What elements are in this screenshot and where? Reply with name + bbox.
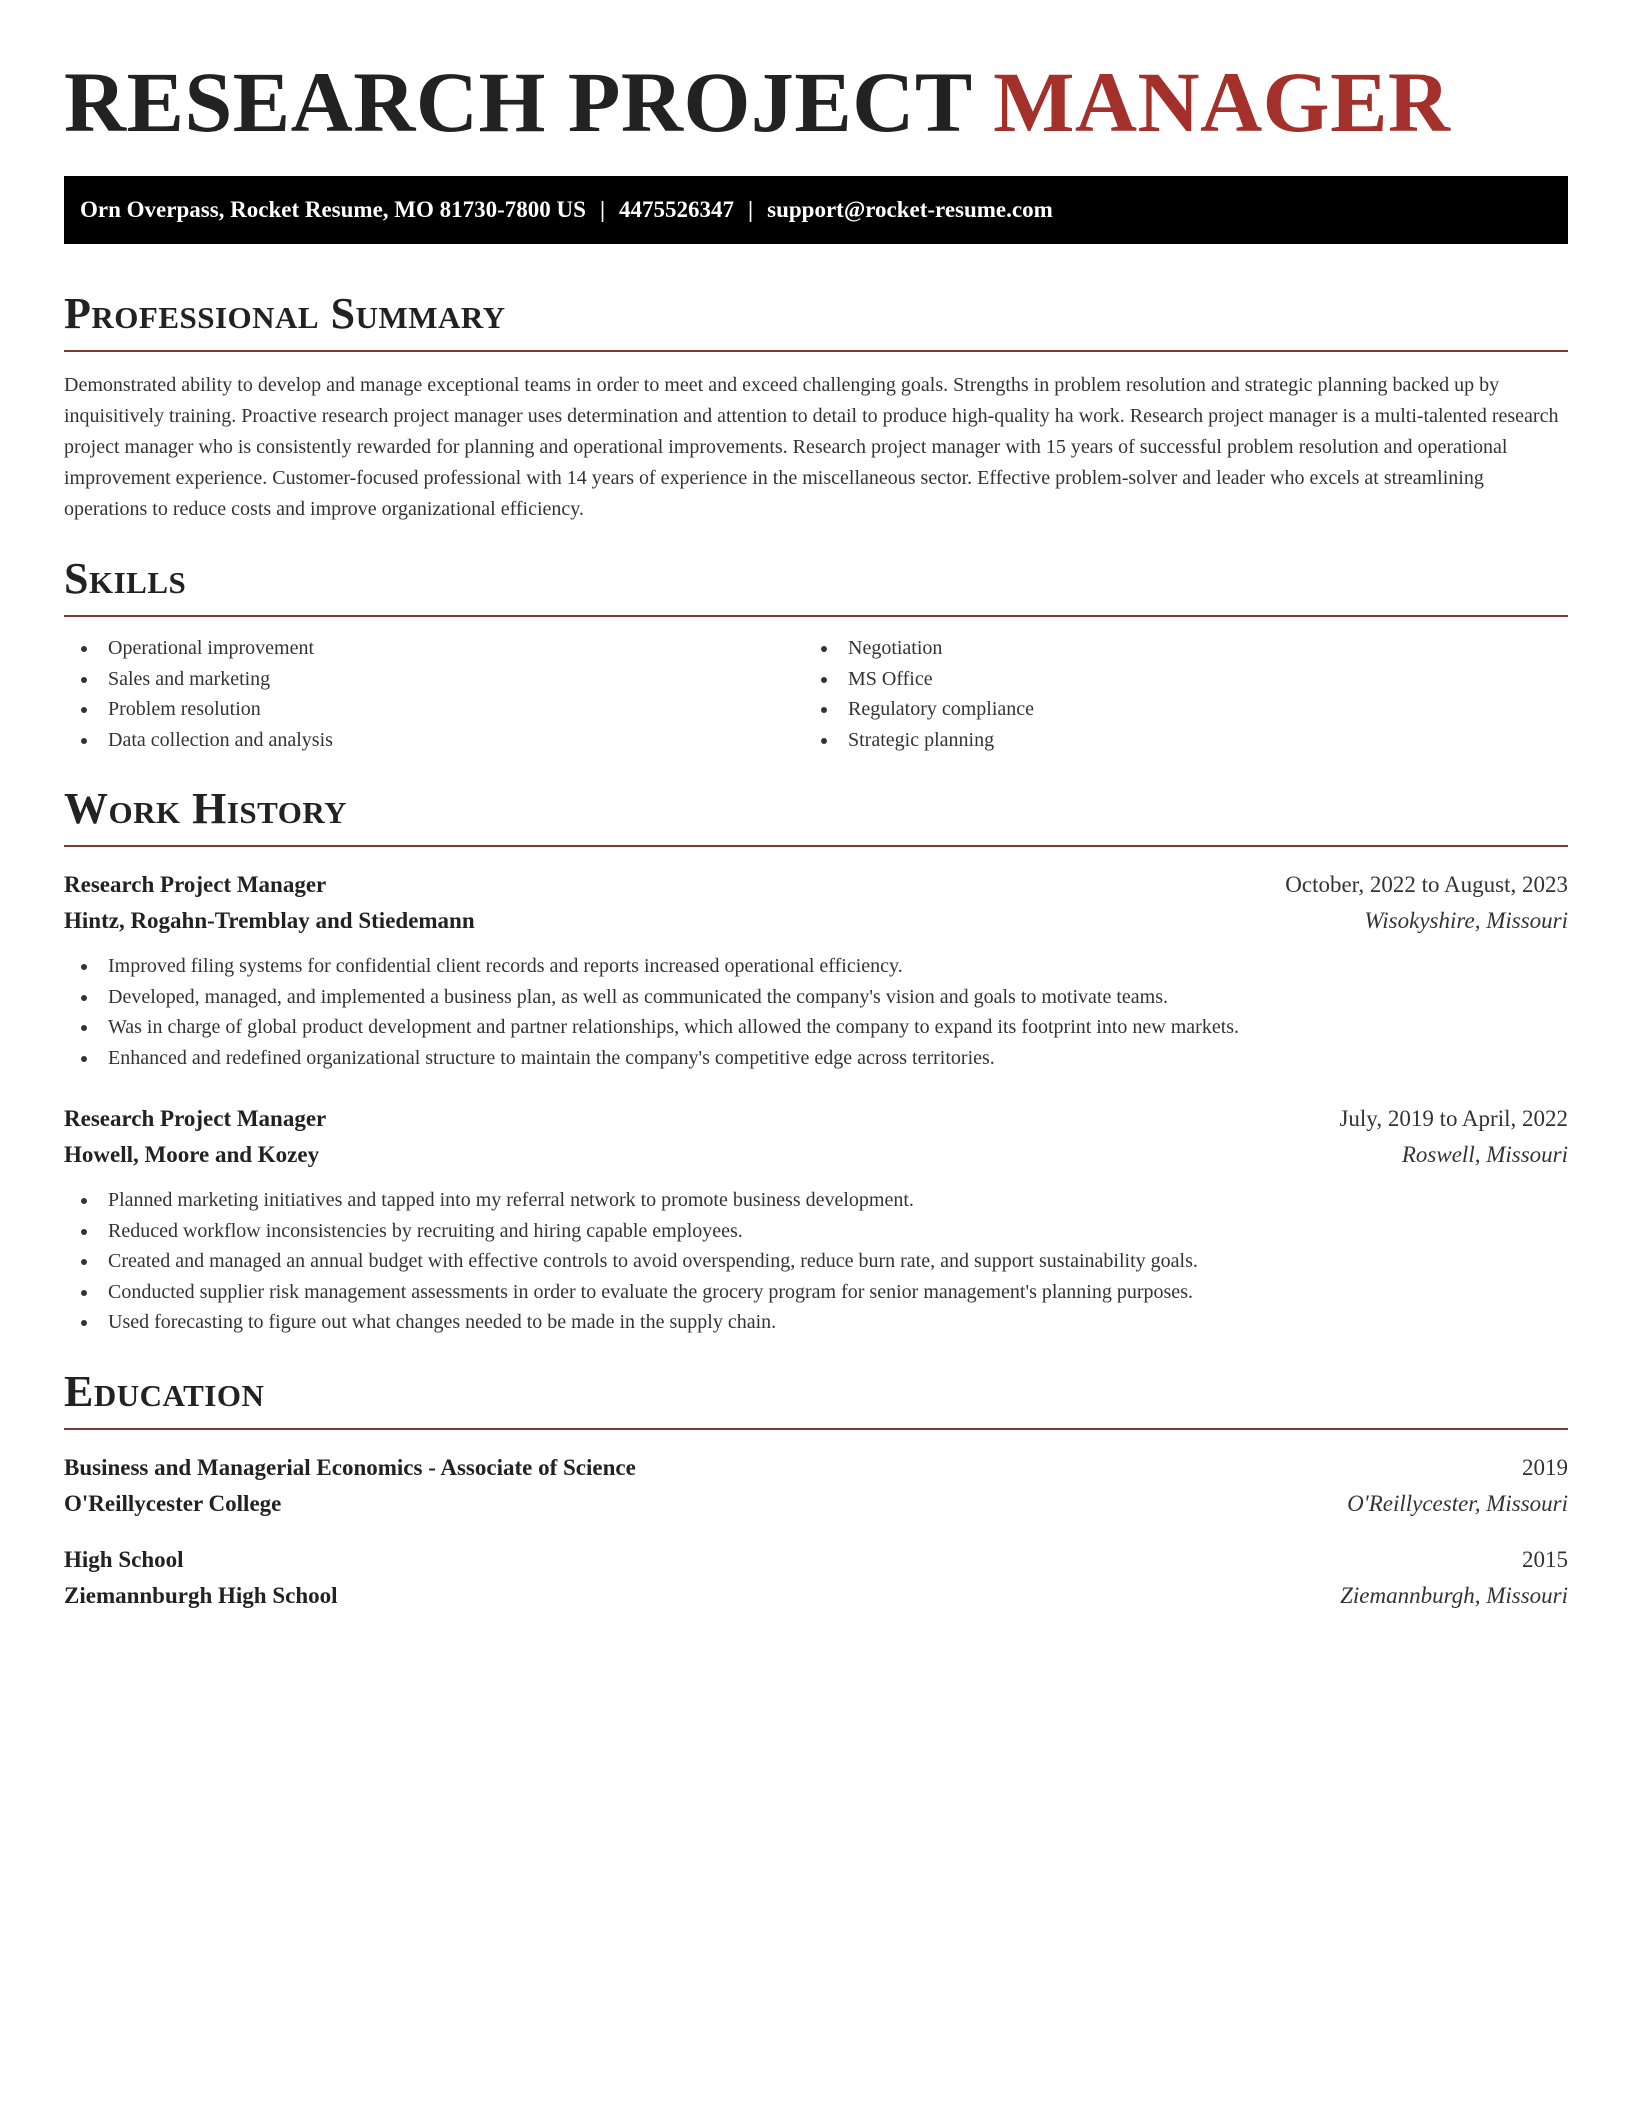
education-degree: High School bbox=[64, 1546, 184, 1572]
education-school-row bbox=[64, 1578, 1568, 1614]
name-main: RESEARCH PROJECT bbox=[64, 54, 972, 150]
name-accent: MANAGER bbox=[993, 54, 1451, 150]
contact-bar bbox=[64, 176, 1568, 244]
contact-email[interactable]: support@rocket-resume.com bbox=[767, 197, 1053, 222]
job-position: Research Project Manager bbox=[64, 872, 327, 897]
job-bullet: Used forecasting to figure out what changes needed to be made in the supply chain. bbox=[64, 1307, 1568, 1338]
section-divider bbox=[64, 350, 1568, 352]
education-entry bbox=[64, 1450, 1568, 1522]
job-bullet: Improved filing systems for confidential client records and reports increased operational efficiency. bbox=[64, 951, 1568, 982]
job-location: Roswell, Missouri bbox=[1401, 1142, 1568, 1167]
education-year: 2015 bbox=[1522, 1546, 1568, 1572]
section-divider bbox=[64, 615, 1568, 617]
job-dates: October, 2022 to August, 2023 bbox=[1285, 872, 1568, 897]
skill-item: Strategic planning bbox=[804, 725, 1544, 756]
contact-separator: | bbox=[599, 197, 606, 222]
summary-section bbox=[64, 288, 1568, 525]
section-divider bbox=[64, 845, 1568, 847]
job-bullet: Planned marketing initiatives and tapped into my referral network to promote business development. bbox=[64, 1185, 1568, 1216]
education-header-row bbox=[64, 1542, 1568, 1578]
job-bullet: Reduced workflow inconsistencies by recruiting and hiring capable employees. bbox=[64, 1216, 1568, 1247]
job-entry bbox=[64, 1101, 1568, 1338]
job-header-row bbox=[64, 1101, 1568, 1137]
skill-item: Problem resolution bbox=[64, 694, 804, 725]
job-company: Howell, Moore and Kozey bbox=[64, 1142, 320, 1167]
job-bullets bbox=[64, 1185, 1568, 1338]
skill-item: Operational improvement bbox=[64, 633, 804, 664]
skills-grid bbox=[64, 633, 1568, 755]
job-header-row bbox=[64, 867, 1568, 903]
contact-separator: | bbox=[748, 197, 754, 222]
skill-item: Negotiation bbox=[804, 633, 1544, 664]
education-school: Ziemannburgh High School bbox=[64, 1582, 338, 1608]
education-location: O'Reillycester, Missouri bbox=[1347, 1490, 1568, 1516]
skill-item: Regulatory compliance bbox=[804, 694, 1544, 725]
skill-item: Sales and marketing bbox=[64, 664, 804, 695]
contact-phone: 4475526347 bbox=[619, 197, 735, 222]
job-bullets bbox=[64, 951, 1568, 1073]
skills-title: Skills bbox=[64, 554, 187, 603]
job-dates: July, 2019 to April, 2022 bbox=[1339, 1106, 1568, 1131]
job-bullet: Developed, managed, and implemented a business plan, as well as communicated the company's vision and goals to motivate teams. bbox=[64, 982, 1568, 1013]
skills-section bbox=[64, 553, 1568, 755]
work-history-section bbox=[64, 783, 1568, 1338]
job-entry bbox=[64, 867, 1568, 1073]
resume-name-heading bbox=[64, 0, 1568, 152]
skills-left-column bbox=[64, 633, 804, 755]
job-bullet: Conducted supplier risk management assessments in order to evaluate the grocery program for senior management's planning purposes. bbox=[64, 1277, 1568, 1308]
job-company-row bbox=[64, 903, 1568, 939]
summary-text: Demonstrated ability to develop and manage exceptional teams in order to meet and exceed challenging goals. Strengths in problem resolution and strategic planning backed up by inquisitively training. Proactive research project manager uses determination and attention to detail to produce high-quality ha work. Research project manager is a multi-talented research project manager who is consistently rewarded for planning and operational improvements. Research project manager with 15 years of successful problem resolution and operational improvement experience. Customer-focused professional with 14 years of experience in the miscellaneous sector. Effective problem-solver and leader who excels at streamlining operations to reduce costs and improve organizational efficiency. bbox=[64, 374, 1559, 520]
job-position: Research Project Manager bbox=[64, 1106, 327, 1131]
contact-address: Orn Overpass, Rocket Resume, MO 81730-7800 US bbox=[80, 197, 586, 222]
education-header-row bbox=[64, 1450, 1568, 1486]
education-degree: Business and Managerial Economics - Associate of Science bbox=[64, 1454, 636, 1480]
job-company: Hintz, Rogahn-Tremblay and Stiedemann bbox=[64, 908, 475, 933]
skill-item: Data collection and analysis bbox=[64, 725, 804, 756]
education-school-row bbox=[64, 1486, 1568, 1522]
job-bullet: Enhanced and redefined organizational structure to maintain the company's competitive edge across territories. bbox=[64, 1043, 1568, 1074]
skill-item: MS Office bbox=[804, 664, 1544, 695]
skills-right-column bbox=[804, 633, 1544, 755]
work-history-title: Work History bbox=[64, 784, 348, 833]
education-school: O'Reillycester College bbox=[64, 1490, 282, 1516]
job-company-row bbox=[64, 1137, 1568, 1173]
section-divider bbox=[64, 1428, 1568, 1430]
education-section bbox=[64, 1366, 1568, 1614]
job-bullet: Created and managed an annual budget with effective controls to avoid overspending, reduce burn rate, and support sustainability goals. bbox=[64, 1246, 1568, 1277]
education-location: Ziemannburgh, Missouri bbox=[1340, 1582, 1568, 1608]
education-entry bbox=[64, 1542, 1568, 1614]
summary-title: Professional Summary bbox=[64, 289, 506, 338]
education-title: Education bbox=[64, 1366, 265, 1416]
education-year: 2019 bbox=[1522, 1454, 1568, 1480]
job-bullet: Was in charge of global product development and partner relationships, which allowed the company to expand its footprint into new markets. bbox=[64, 1012, 1568, 1043]
job-location: Wisokyshire, Missouri bbox=[1364, 908, 1568, 933]
